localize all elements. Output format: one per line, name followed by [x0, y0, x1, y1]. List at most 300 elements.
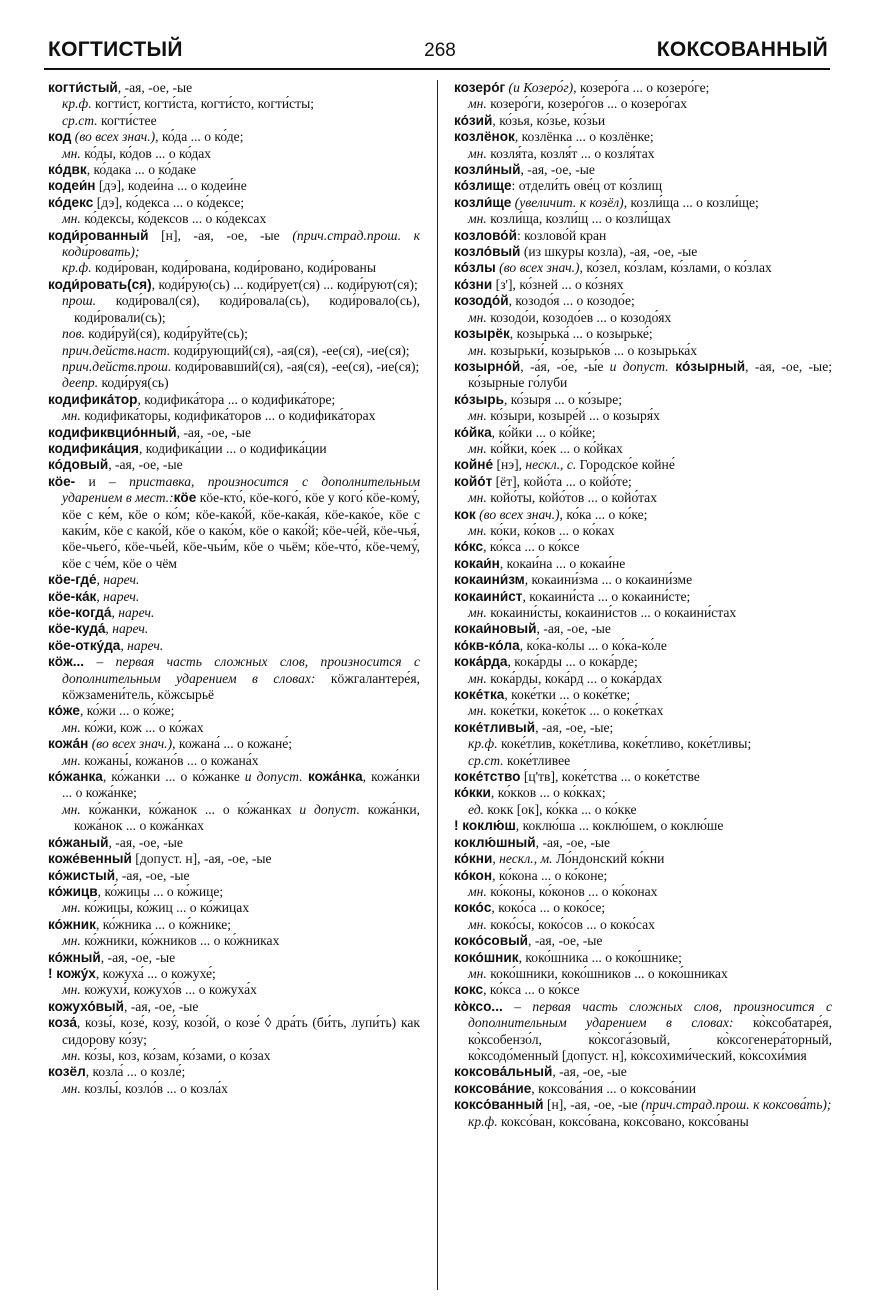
dictionary-entry [454, 326, 832, 342]
headword: кокаини́зм [454, 572, 525, 588]
running-head-left: КОГТИСТЫЙ [48, 38, 183, 61]
usage-note: , нареч. [96, 572, 140, 588]
usage-note: – первая часть сложных слов, произносится с дополнительным ударением в словах: [468, 998, 832, 1031]
dictionary-entry [454, 621, 832, 637]
dictionary-entry [454, 178, 832, 194]
entry-text: кожухи́, кожухо́в ... о кожуха́х [80, 982, 257, 998]
dictionary-entry [48, 966, 420, 982]
grammar-label: мн. [468, 408, 487, 424]
grammar-label: мн. [468, 440, 487, 456]
dictionary-entry [454, 195, 832, 211]
entry-subline [48, 1081, 420, 1097]
entry-text: , -ая, -ое, -ые [123, 998, 199, 1014]
grammar-label: мн. [62, 719, 81, 735]
entry-text: козля́та, козля́т ... о козля́тах [486, 145, 655, 161]
grammar-label: прич.действ.наст. [62, 342, 171, 358]
column-divider [437, 80, 438, 1290]
headword: кодеи́н [48, 178, 96, 194]
entry-text: , козырька́ ... о козырьке́; [509, 326, 653, 342]
grammar-label: мн. [468, 309, 487, 325]
dictionary-entry [48, 178, 420, 194]
grammar-label: мн. [468, 883, 487, 899]
headword: кӧе- [48, 473, 76, 489]
entry-subline [454, 917, 832, 933]
grammar-label: пов. [62, 326, 85, 342]
entry-text: ко́жи, кож ... о ко́жах [80, 719, 204, 735]
entry-text: , коко́шника ... о коко́шнике; [518, 949, 682, 965]
entry-text: , -ая, -ое, -ые [528, 933, 603, 949]
headword: ко́жанка [48, 769, 103, 785]
entry-text: , ко́ка ... о ко́ке; [559, 506, 648, 522]
usage-note: и допуст. [239, 769, 303, 785]
headword: коксова́льный [454, 1064, 553, 1080]
headword: коксова́ние [454, 1080, 532, 1096]
entry-text: ко́коны, ко́конов ... о ко́конах [486, 883, 658, 899]
headword: ко́зырь [454, 391, 504, 407]
entry-text: и [75, 473, 110, 489]
headword: ко́злы [454, 260, 496, 276]
headword: ко́йка [454, 424, 492, 440]
entry-text: [допуст. н], -ая, -ое, -ые [131, 851, 272, 867]
headword: кок [454, 506, 476, 522]
usage-note: (и Козеро́г) [505, 80, 574, 95]
entry-text: кокаини́сты, кокаини́стов ... о кокаини́стах [486, 605, 737, 620]
headword-variant: кожа́нка [302, 769, 363, 785]
entry-subline [48, 982, 420, 998]
headword: ко́зий [454, 112, 493, 128]
left-column [48, 80, 420, 1097]
entry-subline [454, 884, 832, 900]
headword: коко́совый [454, 933, 529, 949]
entry-text: коди́руя(сь) [98, 375, 169, 391]
entry-text: ко́зыри, козыре́й ... о козыря́х [486, 408, 660, 424]
headword: козли́ще [454, 194, 512, 210]
dictionary-entry [454, 818, 832, 834]
dictionary-entry [454, 277, 832, 293]
headword: кӧе-куда́ [48, 621, 106, 637]
grammar-label: мн. [468, 670, 487, 686]
dictionary-entry [48, 277, 420, 293]
grammar-label: деепр. [62, 375, 99, 391]
entry-subline [48, 326, 420, 342]
dictionary-entry [48, 457, 420, 473]
usage-note: (во всех знач.) [475, 506, 560, 522]
headword: ко́декс [48, 194, 94, 210]
entry-subline [48, 260, 420, 276]
entry-subline [48, 211, 420, 227]
headword: ! кожу́х [48, 965, 96, 981]
page-number: 268 [424, 40, 456, 61]
entry-text: коко́сы, коко́сов ... о коко́сах [486, 916, 655, 932]
dictionary-entry [48, 999, 420, 1015]
entry-subline [454, 703, 832, 719]
headword: коко́с [454, 900, 492, 916]
headword: коксо́ванный [454, 1097, 544, 1113]
grammar-label: мн. [468, 145, 487, 161]
headword: ко́злище [454, 178, 512, 194]
headword: кодификвцио́нный [48, 424, 177, 440]
entry-subline [454, 310, 832, 326]
entry-text: , ко́зья, ко́зье, ко́зьи [492, 112, 606, 128]
dictionary-entry [454, 425, 832, 441]
headword: коклю́шный [454, 834, 536, 850]
entry-text-cont: , кожа́нки ... о кожа́нке; [62, 769, 421, 801]
dictionary-entry [48, 950, 420, 966]
entry-text: [н], -ая, -ое, -ые [148, 227, 280, 243]
grammar-label: прош. [62, 293, 97, 309]
entry-text: , ко́ка-ко́лы ... о ко́ка-ко́ле [519, 637, 667, 653]
headword: ко́жистый [48, 867, 116, 883]
headword: кокаи́новый [454, 621, 537, 637]
grammar-note: (прич.страд.прош. к коди́ровать); [62, 227, 420, 260]
headword: коди́ровать(ся) [48, 276, 152, 292]
headword: ко́кон [454, 867, 493, 883]
entry-text: козодо́и, козодо́ев ... о козодо́ях [486, 309, 672, 325]
entry-text: , -ая, -ое, -ые [115, 867, 190, 883]
entry-text: , ко́жи ... о ко́же; [79, 703, 175, 719]
grammar-label: мн. [468, 703, 487, 719]
dictionary-entry [48, 195, 420, 211]
grammar-label: мн. [62, 211, 81, 227]
dictionary-entry [48, 621, 420, 637]
dictionary-entry [48, 474, 420, 572]
entry-text: , коди́рую(сь) ... коди́рует(ся) ... коди́руют(ся); [151, 276, 418, 292]
headword: кокс [454, 982, 484, 998]
dictionary-entry [48, 129, 420, 145]
entry-subline [454, 753, 832, 769]
headword: кокаини́ст [454, 588, 523, 604]
headword: ко́двк [48, 162, 87, 178]
headword: ко́кки [454, 785, 491, 801]
headword: ко́жный [48, 949, 101, 965]
headword: ко́жник [48, 916, 96, 932]
dictionary-entry [454, 785, 832, 801]
dictionary-entry [454, 982, 832, 998]
dictionary-entry [48, 703, 420, 719]
grammar-label: мн. [468, 522, 487, 538]
entry-text: , коке́тки ... о коке́тке; [504, 687, 631, 703]
entry-text: , козеро́га ... о козеро́ге; [573, 80, 710, 95]
dictionary-entry [48, 1064, 420, 1080]
entry-text: , коксова́ния ... о коксова́нии [531, 1080, 697, 1096]
dictionary-entry [454, 933, 832, 949]
usage-note: , нареч. [120, 637, 164, 653]
entry-subline [48, 375, 420, 391]
entry-text: кокк [ок], ко́кка ... о ко́кке [483, 801, 637, 817]
dictionary-entry [48, 162, 420, 178]
grammar-label: кр.ф. [62, 96, 92, 112]
entry-text: : отдели́ть ове́ц от ко́злищ [511, 178, 663, 194]
entry-text: ко́жанки, ко́жанок ... о ко́жанках [80, 801, 292, 817]
grammar-label: ср.ст. [468, 752, 504, 768]
dictionary-entry [48, 917, 420, 933]
entry-subline [454, 490, 832, 506]
entry-text: , кокаини́ста ... о кокаини́сте; [522, 588, 691, 604]
dictionary-entry [48, 638, 420, 654]
dictionary-entry [48, 80, 420, 96]
dictionary-entry [48, 736, 420, 752]
entry-text: коко́шники, коко́шников ... о коко́шниках [486, 965, 728, 981]
entry-text: , -ая, -ое, -ые [108, 457, 183, 473]
entry-subline [454, 211, 832, 227]
entry-subline [48, 113, 420, 129]
dictionary-entry [454, 474, 832, 490]
entry-text: , ко́зел, ко́злам, ко́злами, о ко́злах [579, 260, 772, 276]
entry-text: , козлёнка ... о козлёнке; [514, 129, 654, 145]
grammar-label: мн. [468, 965, 487, 981]
entry-text: коди́рован, коди́рована, коди́ровано, коди́рованы [91, 260, 376, 276]
headword: козлово́й [454, 227, 517, 243]
dictionary-entry [48, 654, 420, 703]
headword: ко́жаный [48, 834, 109, 850]
entry-text: , -ая, -ое, -ые [520, 162, 595, 178]
grammar-label: мн. [468, 605, 487, 620]
entry-subline [454, 1114, 832, 1130]
headword: кӧе-отку́да [48, 637, 121, 653]
entry-text: , -ая, -ое, -ые [176, 424, 251, 440]
entry-text-cont: , -ая, -ое, -ые; ко́зырные го́луби [468, 358, 833, 391]
headword: коке́тство [454, 769, 521, 785]
headword: ко́кс [454, 539, 484, 555]
entry-text: когти́стее [97, 112, 157, 128]
entry-subline [48, 408, 420, 424]
headword: кодифика́тор [48, 391, 138, 407]
headword: коке́тливый [454, 719, 536, 735]
usage-note: , нареч. [111, 605, 155, 620]
entry-text: , кодифика́тора ... о кодифика́торе; [137, 391, 336, 407]
headword: коке́тка [454, 687, 505, 703]
usage-note: (во всех знач.) [88, 736, 173, 752]
headword: ко́кв-ко́ла [454, 637, 520, 653]
dictionary-entry [454, 359, 832, 392]
entry-text: ко́дексы, ко́дексов ... о ко́дексах [80, 211, 267, 227]
headword: коза́ [48, 1015, 77, 1031]
entry-text: ко́жники, ко́жников ... о ко́жниках [80, 933, 280, 949]
entry-text-cont: кожа́нки, кожа́нок ... о кожа́нках [74, 801, 421, 834]
entry-subline [48, 720, 420, 736]
entry-text: коксо́ван, коксо́вана, коксо́вано, коксо́ваны [497, 1113, 749, 1129]
headword: ко́же [48, 703, 80, 719]
dictionary-entry [48, 425, 420, 441]
usage-note: (во всех знач.) [71, 129, 156, 145]
dictionary-entry [454, 950, 832, 966]
entry-text: , -ая, -ое, -ые [117, 80, 193, 95]
entry-text: , ко́жника ... о ко́жнике; [95, 916, 232, 932]
headword: кодифика́ция [48, 440, 139, 456]
dictionary-entry [454, 868, 832, 884]
headword: когти́стый [48, 80, 118, 95]
entry-text: , -ая, -ое, -ые [552, 1064, 627, 1080]
entry-subline [454, 408, 832, 424]
entry-subline [48, 753, 420, 769]
entry-subline [454, 966, 832, 982]
dictionary-entry [454, 244, 832, 260]
headword-variant: ко́зырный [668, 358, 746, 374]
headword: козёл [48, 1064, 86, 1080]
entry-text: , ко́дака ... о ко́даке [86, 162, 196, 178]
entry-text: , козодо́я ... о козодо́е; [508, 293, 635, 309]
entry-text: коди́руй(ся), коди́руйте(сь); [84, 326, 248, 342]
dictionary-entry [454, 392, 832, 408]
headword: код [48, 129, 72, 145]
entry-text: (из шкуры козла), -ая, -ое, -ые [520, 244, 698, 260]
usage-note: (во всех знач.) [495, 260, 580, 276]
entry-text: : козлово́й кран [516, 227, 607, 243]
entry-subline [454, 146, 832, 162]
usage-note: , нескл., м. [492, 851, 553, 867]
entry-subline [48, 146, 420, 162]
entry-text-cont: Городско́е койне́ [576, 457, 675, 473]
dictionary-entry [48, 572, 420, 588]
entry-text: ко́жицы, ко́жиц ... о ко́жицах [80, 900, 250, 916]
headword: козлёнок [454, 129, 515, 145]
headword: кӧж... [48, 654, 85, 670]
grammar-label: ед. [468, 801, 484, 817]
dictionary-entry [48, 392, 420, 408]
entry-subline [454, 802, 832, 818]
headword: ко̀ксо... [454, 998, 503, 1014]
grammar-label: мн. [468, 342, 487, 358]
entry-text-cont: кӧжгалантере́я, кӧжзамени́тель, кӧжсырьё [62, 670, 420, 703]
dictionary-entry [48, 589, 420, 605]
entry-text: когти́ст, когти́ста, когти́сто, когти́сты; [91, 96, 315, 112]
entry-text: , ко́кона ... о ко́коне; [492, 867, 608, 883]
entry-text: кока́рды, кока́рд ... о кока́рдах [486, 670, 663, 686]
headword: козодо́й [454, 293, 509, 309]
entry-subline [48, 802, 420, 835]
entry-text: ко́ки, ко́ков ... о ко́ках [486, 522, 615, 538]
entry-text: , ко́да ... о ко́де; [155, 129, 244, 145]
entry-text: ко́зы, коз, ко́зам, ко́зами, о ко́зах [80, 1047, 271, 1063]
entry-text: , -а́я, -о́е, -ы́е [520, 358, 604, 374]
usage-note: (увеличит. к козёл) [511, 194, 624, 210]
headword-variant: кӧе [173, 490, 197, 506]
entry-text: , ко́йки ... о ко́йке; [491, 424, 596, 440]
entry-text: кожаны́, кожано́в ... о кожана́х [80, 752, 259, 768]
headword: ко́зни [454, 276, 493, 292]
entry-text: , -ая, -ое, -ые [108, 834, 183, 850]
headword: ! коклю́ш [454, 818, 516, 834]
headword: коже́венный [48, 851, 132, 867]
dictionary-entry [48, 868, 420, 884]
grammar-label: мн. [62, 1080, 81, 1096]
entry-text: , козла́ ... о козле́; [85, 1064, 186, 1080]
entry-text: , коко́са ... о коко́се; [491, 900, 606, 916]
entry-text: коди́ровал(ся), коди́ровала(сь), коди́ровало(сь), коди́ровали(сь); [74, 293, 420, 325]
entry-subline [48, 900, 420, 916]
dictionary-entry [454, 129, 832, 145]
entry-text: , -ая, -ое, -ые; [535, 719, 614, 735]
dictionary-entry [454, 1064, 832, 1080]
entry-subline [454, 523, 832, 539]
entry-text: коке́тливее [503, 752, 571, 768]
grammar-label: мн. [468, 211, 487, 227]
entry-text: , кокаи́на ... о кокаи́не [499, 555, 626, 571]
grammar-label: кр.ф. [468, 1113, 498, 1129]
usage-note: нескл., с. [522, 457, 577, 473]
headword: кожухо́вый [48, 998, 124, 1014]
entry-text: , кока́рды ... о кока́рде; [507, 654, 638, 670]
entry-text: [дэ], ко́декса ... о ко́дексе; [93, 194, 245, 210]
entry-text: , ко́жицы ... о ко́жице; [97, 883, 224, 899]
entry-subline [454, 96, 832, 112]
entry-text: [ёт], койо́та ... о койо́те; [492, 473, 632, 489]
dictionary-entry [48, 441, 420, 457]
dictionary-entry [454, 589, 832, 605]
entry-text: , кожуха́ ... о кожухе́; [95, 965, 216, 981]
entry-subline [454, 441, 832, 457]
grammar-label: кр.ф. [468, 736, 498, 752]
entry-text: козырьки́, козырько́в ... о козырька́х [486, 342, 698, 358]
usage-note: , нареч. [96, 588, 140, 604]
entry-text: коди́ровавший(ся), -ая(ся), -ее(ся), -ие(ся); [171, 358, 420, 374]
entry-text: кодифика́торы, кодифика́торов ... о кодифика́торах [80, 408, 376, 424]
dictionary-entry [48, 1015, 420, 1048]
headword: ко́довый [48, 457, 109, 473]
usage-note: – приставка, произносится с дополнительным ударением в мест.: [62, 473, 420, 506]
entry-subline [48, 359, 420, 375]
entry-subline [454, 671, 832, 687]
dictionary-entry [454, 293, 832, 309]
grammar-label: мн. [62, 933, 81, 949]
entry-text-cont: ко̀ксобатаре́я, ко̀ксобензо́л, ко̀ксога́зовый, ко̀ксогенера́торный, ко̀ксодо́менный [допуст. н], ко̀ксохими́ческий, ко̀ксохи́мия [468, 1015, 832, 1063]
headword: кӧе-где́ [48, 572, 97, 588]
entry-text: , ко́кков ... о ко́кках; [490, 785, 606, 801]
headword: койне́ [454, 457, 494, 473]
entry-text-cont: кӧе-кто́, кӧе-кого́, кӧе у кого́ кӧе-кому́, кӧе с ке́м, кӧе о ко́м; кӧе-како́й, кӧе-кака́я, кӧе-како́е, кӧе с каки́м, кӧе с како́й, кӧе о како́м, кӧе о како́й; кӧе-че́й, кӧе-чья́, кӧе-чьего́, кӧе-чье́й, кӧе-чьи́м, кӧе о чьём; кӧе-что́, кӧе-чему́, кӧе с че́м, кӧе о чём [62, 490, 421, 571]
headword: козырёк [454, 326, 510, 342]
grammar-note: (прич.страд.прош. к коксова́ть); [637, 1097, 832, 1113]
entry-subline [48, 1048, 420, 1064]
dictionary-entry [454, 539, 832, 555]
dictionary-entry [48, 884, 420, 900]
grammar-label: мн. [62, 408, 81, 424]
entry-subline [454, 343, 832, 359]
dictionary-entry [454, 507, 832, 523]
dictionary-entry [454, 556, 832, 572]
entry-subline [454, 736, 832, 752]
entry-text: [н], -ая, -ое, -ые [543, 1097, 638, 1113]
entry-text: койо́ты, койо́тов ... о койо́тах [486, 490, 658, 506]
grammar-label: мн. [62, 752, 81, 768]
dictionary-entry [454, 162, 832, 178]
dictionary-entry [454, 687, 832, 703]
usage-note: и допуст. [603, 358, 669, 374]
dictionary-entry [454, 769, 832, 785]
grammar-label: мн. [468, 96, 487, 112]
dictionary-entry [454, 654, 832, 670]
entry-text: козеро́ги, козеро́гов ... о козеро́гах [486, 96, 688, 112]
dictionary-entry [48, 851, 420, 867]
grammar-label: мн. [62, 1047, 81, 1063]
running-head-right: КОКСОВАННЫЙ [656, 38, 828, 61]
grammar-label: мн. [468, 916, 487, 932]
dictionary-entry [48, 835, 420, 851]
dictionary-entry [454, 999, 832, 1065]
header-rule [44, 68, 830, 70]
dictionary-entry [454, 80, 832, 96]
entry-text: , козли́ща ... о козли́ще; [623, 194, 759, 210]
usage-note: и допуст. [291, 801, 360, 817]
grammar-label: мн. [468, 490, 487, 506]
headword: козырно́й [454, 358, 521, 374]
dictionary-entry [454, 720, 832, 736]
headword: кӧе-когда́ [48, 605, 112, 620]
entry-text: , козы́, козе́, козу́, козо́й, о козе́ ◊ дра́ть (би́ть, лупи́ть) как сидорову ко́зу; [62, 1015, 420, 1047]
headword: кожа́н [48, 736, 89, 752]
entry-text: ко́ды, ко́дов ... о ко́дах [80, 145, 212, 161]
entry-text: козлы́, козло́в ... о козла́х [80, 1080, 228, 1096]
